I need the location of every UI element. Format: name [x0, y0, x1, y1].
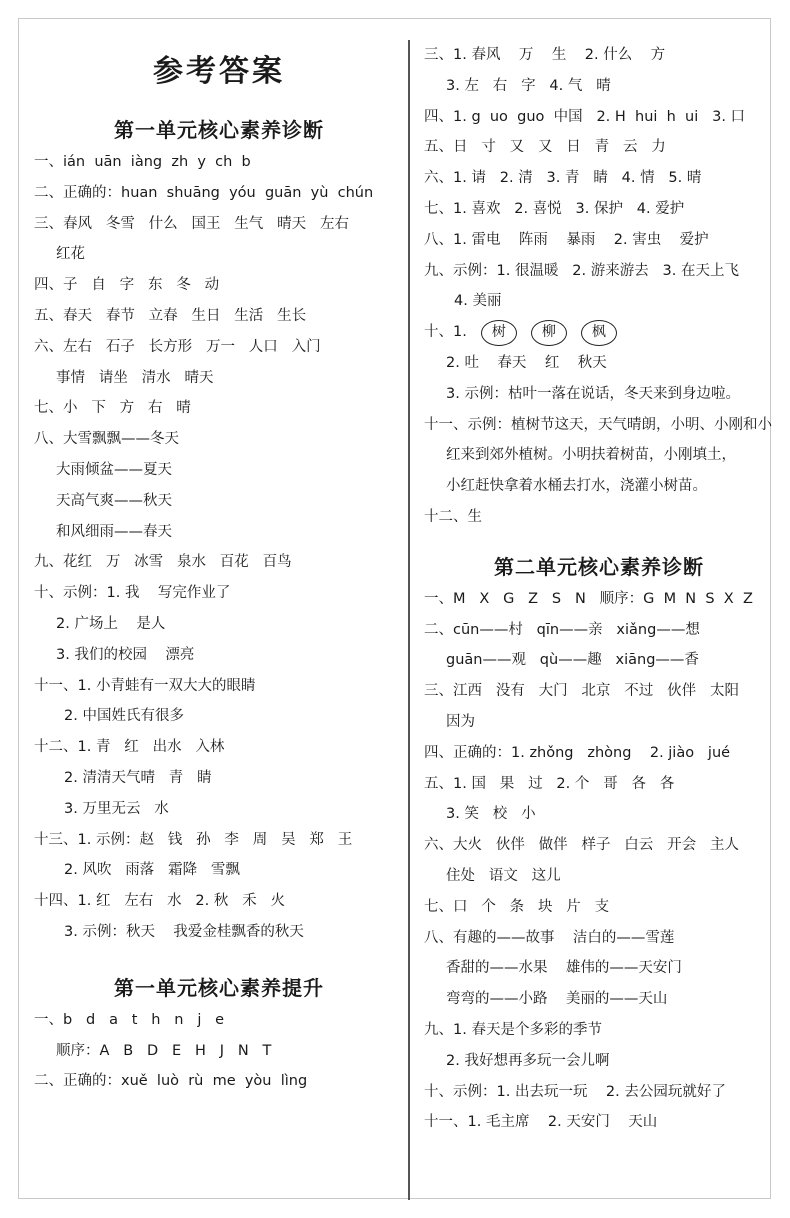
answer-line: 四、正确的：1. zhǒng zhòng 2. jiào jué	[424, 744, 731, 761]
column-divider	[408, 40, 410, 1200]
answer-line: 2. 中国姓氏有很多	[64, 708, 184, 725]
answer-line: 三、春风 冬雪 什么 国王 生气 晴天 左右	[34, 215, 349, 232]
right-top-answers	[424, 40, 774, 317]
answer-line: 二、cūn——村 qīn——亲 xiǎng——想	[424, 621, 700, 638]
answer-line: 十二、生	[424, 508, 482, 525]
answer-line: 八、1. 雷电 阵雨 暴雨 2. 害虫 爱护	[424, 231, 709, 248]
right-column	[424, 40, 774, 1138]
answer-line: 顺序：A B D E H J N T	[56, 1042, 272, 1059]
section-heading: 第一单元核心素养诊断	[114, 118, 324, 142]
right-section-answers	[424, 584, 774, 1138]
answer-line: 一、M X G Z S N 顺序：G M N S X Z	[424, 590, 753, 607]
page-title: 参考答案	[153, 54, 285, 89]
answer-line: 四、1. g uo guo 中国 2. H hui h ui 3. 口	[424, 108, 746, 125]
answer-line: 四、子 自 字 东 冬 动	[34, 277, 220, 294]
answer-line: 住处 语文 这儿	[446, 867, 561, 884]
circled-word: 树	[481, 320, 517, 346]
answer-line: 4. 美丽	[454, 293, 502, 310]
section-heading: 第一单元核心素养提升	[114, 975, 324, 1000]
answer-line: 香甜的——水果 雄伟的——天安门	[446, 960, 682, 977]
answer-line: 3. 笑 校 小	[446, 806, 536, 823]
answer-line: 十二、1. 青 红 出水 入林	[34, 739, 225, 756]
answer-line: 七、1. 喜欢 2. 喜悦 3. 保护 4. 爱护	[424, 200, 685, 217]
answer-line: 2. 风吹 雨落 霜降 雪飘	[64, 862, 240, 879]
answer-line: 五、1. 国 果 过 2. 个 哥 各 各	[424, 775, 675, 792]
answer-line: 六、1. 请 2. 清 3. 青 睛 4. 情 5. 晴	[424, 170, 702, 187]
left-sections	[34, 114, 404, 1097]
answer-line: 事情 请坐 清水 晴天	[56, 369, 214, 386]
circle-question	[424, 317, 774, 348]
answer-line: 小红赶快拿着水桶去打水，浇灌小树苗。	[446, 478, 707, 495]
answer-line: 七、口 个 条 块 片 支	[424, 898, 610, 915]
answer-line: 十四、1. 红 左右 水 2. 秋 禾 火	[34, 893, 286, 910]
answer-line: 红来到郊外植树。小明扶着树苗，小刚填土，	[446, 447, 736, 464]
answer-line: 3. 示例：枯叶一落在说话，冬天来到身边啦。	[446, 385, 740, 402]
answer-line: 3. 我们的校园 漂亮	[56, 646, 195, 663]
answer-line: 七、小 下 方 右 晴	[34, 400, 191, 417]
answer-line: 三、1. 春风 万 生 2. 什么 方	[424, 47, 666, 63]
answer-line: 2. 吐 春天 红 秋天	[446, 354, 607, 371]
answer-line: 五、日 寸 又 又 日 青 云 力	[424, 139, 666, 156]
answer-line: 因为	[446, 713, 475, 730]
answer-line: 二、正确的：huan shuāng yóu guān yù chún	[34, 184, 374, 201]
answer-line: 八、大雪飘飘——冬天	[34, 431, 179, 448]
answer-page	[22, 40, 770, 1200]
circle-question-prefix: 十、1.	[424, 324, 467, 341]
answer-line: 3. 左 右 字 4. 气 晴	[446, 77, 611, 94]
answer-line: 十一、1. 毛主席 2. 天安门 天山	[424, 1114, 658, 1131]
answer-line: 六、左右 石子 长方形 万一 人口 入门	[34, 338, 321, 355]
circled-word: 柳	[531, 320, 567, 346]
answer-line: 二、正确的：xuě luò rù me yòu lìng	[34, 1073, 308, 1090]
circled-word: 枫	[581, 320, 617, 346]
answer-line: 六、大火 伙伴 做伴 样子 白云 开会 主人	[424, 837, 739, 854]
answer-line: 一、b d a t h n j e	[34, 1011, 225, 1028]
answer-line: guān——观 qù——趣 xiāng——香	[446, 652, 699, 669]
answer-line: 天高气爽——秋天	[56, 492, 172, 509]
answer-line: 九、示例：1. 很温暖 2. 游来游去 3. 在天上飞	[424, 262, 739, 279]
answer-line: 一、ián uān iàng zh y ch b	[34, 154, 251, 170]
answer-line: 2. 清清天气晴 青 睛	[64, 769, 212, 786]
answer-line: 九、1. 春天是个多彩的季节	[424, 1021, 602, 1038]
answer-line: 十、示例：1. 出去玩一玩 2. 去公园玩就好了	[424, 1083, 726, 1100]
answer-line: 和风细雨——春天	[56, 523, 172, 540]
answer-line: 十、示例：1. 我 写完作业了	[34, 585, 231, 602]
answer-line: 十一、1. 小青蛙有一双大大的眼睛	[34, 677, 256, 694]
section-heading: 第二单元核心素养诊断	[494, 554, 704, 579]
answer-line: 八、有趣的——故事 洁白的——雪莲	[424, 929, 675, 946]
right-mid-answers	[424, 348, 774, 533]
answer-line: 3. 示例：秋天 我爱金桂飘香的秋天	[64, 923, 304, 940]
answer-line: 3. 万里无云 水	[64, 800, 169, 817]
answer-line: 红花	[56, 246, 85, 263]
answer-line: 2. 我好想再多玩一会儿啊	[446, 1052, 610, 1069]
answer-line: 大雨倾盆——夏天	[56, 461, 172, 478]
answer-line: 弯弯的——小路 美丽的——天山	[446, 991, 668, 1008]
answer-line: 十一、示例：植树节这天，天气晴朗，小明、小刚和小	[424, 416, 772, 433]
answer-line: 2. 广场上 是人	[56, 615, 166, 632]
answer-line: 五、春天 春节 立春 生日 生活 生长	[34, 307, 307, 324]
left-column	[34, 40, 404, 1097]
answer-line: 九、花红 万 冰雪 泉水 百花 百鸟	[34, 554, 292, 571]
answer-line: 十三、1. 示例：赵 钱 孙 李 周 吴 郑 王	[34, 831, 353, 848]
answer-line: 三、江西 没有 大门 北京 不过 伙伴 太阳	[424, 683, 739, 700]
